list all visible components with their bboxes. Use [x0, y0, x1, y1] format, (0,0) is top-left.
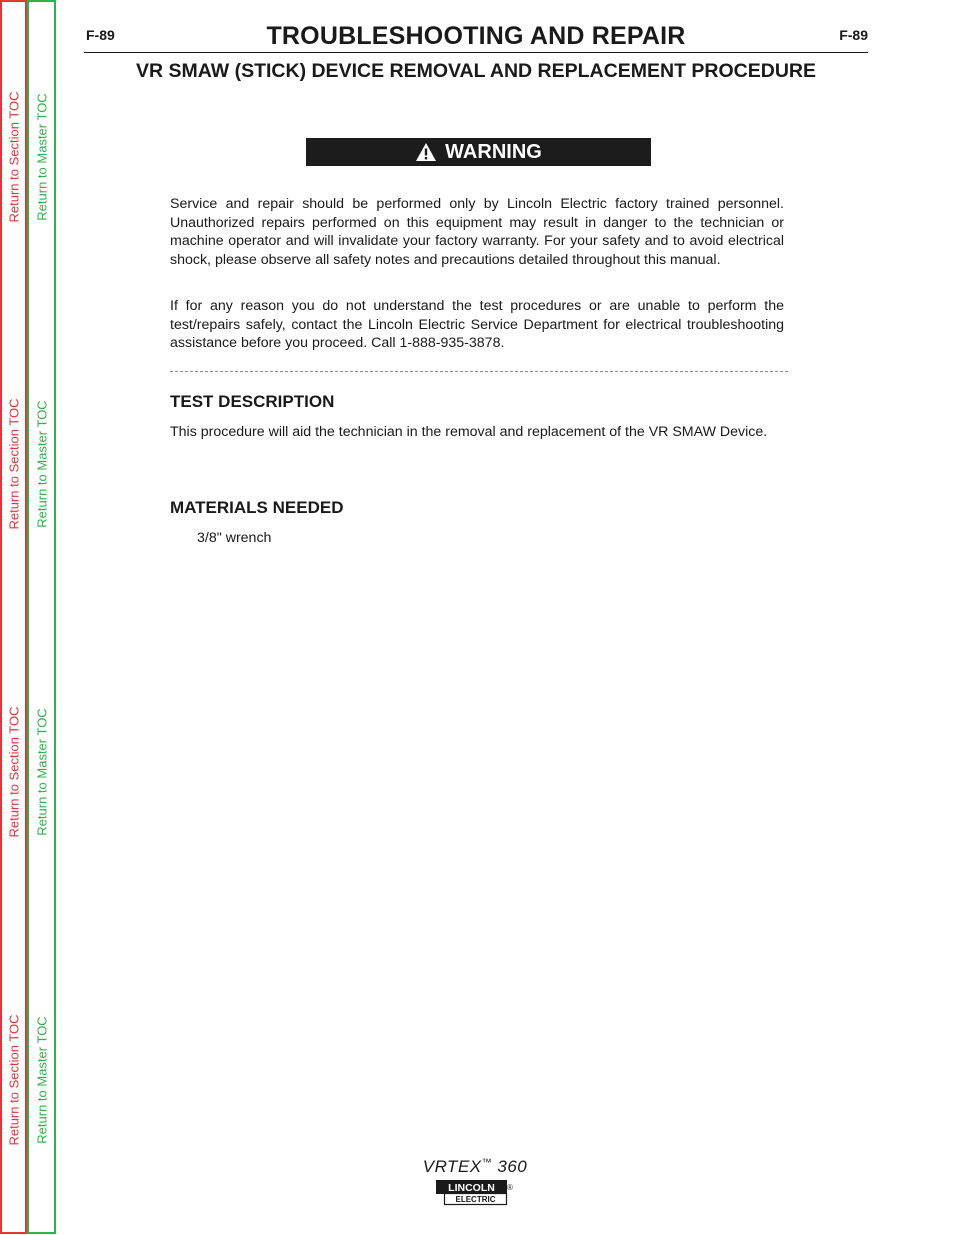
warning-paragraph-1: Service and repair should be performed only by Lincoln Electric factory trained personnel. Unauthorized repairs performed on this equipment may result in danger to the technician or machine operator and will invalidate your factory warranty. For your safety and to avoid electrical shock, please observe all safety notes and precautions detailed throughout this manual.: [170, 196, 784, 268]
section-toc-bar: [0, 0, 27, 1234]
return-to-master-toc-link-2[interactable]: Return to Master TOC: [34, 400, 50, 528]
return-to-section-toc-link-3[interactable]: Return to Section TOC: [6, 706, 22, 838]
return-to-master-toc-link-1[interactable]: Return to Master TOC: [34, 93, 50, 221]
test-description-text: This procedure will aid the technician in the removal and replacement of the VR SMAW Device.: [170, 424, 768, 440]
return-to-section-toc-link-4[interactable]: Return to Section TOC: [6, 1014, 22, 1146]
page-title: TROUBLESHOOTING AND REPAIR: [266, 22, 686, 50]
return-to-master-toc-link-4[interactable]: Return to Master TOC: [34, 1016, 50, 1144]
svg-text:LINCOLN: LINCOLN: [448, 1182, 495, 1194]
return-to-section-toc-link-1[interactable]: Return to Section TOC: [6, 91, 22, 223]
material-item: 3/8" wrench: [197, 530, 272, 546]
return-to-section-toc-link-2[interactable]: Return to Section TOC: [6, 398, 22, 530]
materials-needed-heading: MATERIALS NEEDED: [170, 498, 344, 517]
warning-banner: [306, 138, 651, 166]
model-number: 360: [497, 1157, 528, 1176]
section-divider: [170, 371, 788, 372]
page-number-right: F-89: [839, 27, 868, 43]
master-toc-bar: [27, 0, 56, 1234]
page-number-left: F-89: [86, 27, 115, 43]
lincoln-electric-logo: [436, 1180, 514, 1206]
svg-text:ELECTRIC: ELECTRIC: [455, 1195, 496, 1204]
procedure-title: VR SMAW (STICK) DEVICE REMOVAL AND REPLACEMENT PROCEDURE: [135, 60, 816, 82]
model-name: [420, 1157, 530, 1177]
test-description-heading: TEST DESCRIPTION: [170, 392, 335, 411]
trademark-mark: ™: [481, 1157, 493, 1169]
warning-label: WARNING: [445, 140, 542, 163]
warning-paragraph-2: If for any reason you do not understand the test procedures or are unable to perform the test/repairs safely, contact the Lincoln Electric Service Department for electrical troubleshooting assistance before you proceed. Call 1-888-935-3878.: [170, 298, 784, 352]
title-divider: [84, 52, 868, 53]
model-name-text: VRTEX: [422, 1157, 482, 1176]
svg-text:®: ®: [507, 1183, 513, 1192]
warning-triangle-icon: [415, 142, 437, 162]
return-to-master-toc-link-3[interactable]: Return to Master TOC: [34, 708, 50, 836]
